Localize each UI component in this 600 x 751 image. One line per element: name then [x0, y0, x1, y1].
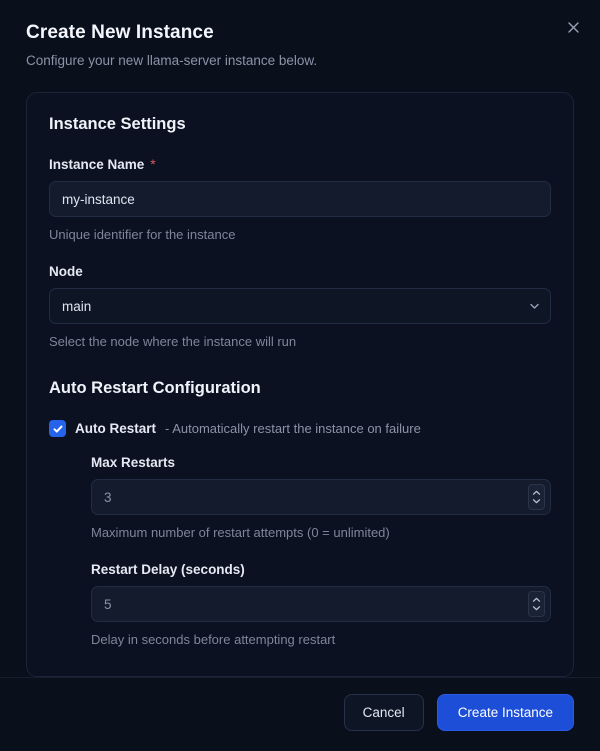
help-node: Select the node where the instance will run	[49, 334, 297, 349]
dialog-subtitle: Configure your new llama-server instance below.	[26, 53, 318, 68]
dialog-body	[26, 92, 574, 677]
label-max-restarts	[91, 455, 551, 470]
max-restarts-input[interactable]	[91, 479, 551, 515]
max-restarts-stepper[interactable]	[528, 484, 545, 510]
page-title: Create New Instance	[26, 22, 214, 43]
help-max-restarts: Maximum number of restart attempts (0 = unlimited)	[91, 525, 390, 540]
label-node-text: Node	[49, 264, 83, 279]
settings-card	[26, 92, 574, 677]
close-icon	[566, 20, 581, 35]
instance-name-input[interactable]	[49, 181, 551, 217]
dialog-footer	[0, 677, 600, 751]
help-instance-name: Unique identifier for the instance	[49, 227, 236, 242]
label-restart-delay	[91, 562, 551, 577]
help-restart-delay: Delay in seconds before attempting restart	[91, 632, 336, 647]
restart-delay-wrap	[91, 586, 551, 622]
dialog-header	[0, 0, 600, 68]
field-max-restarts	[91, 455, 551, 540]
section-title-instance-settings: Instance Settings	[49, 115, 186, 133]
label-node	[49, 264, 551, 279]
auto-restart-label: Auto Restart	[75, 421, 157, 436]
check-icon	[52, 423, 64, 435]
node-select-wrap	[49, 288, 551, 324]
field-instance-name	[49, 156, 551, 242]
auto-restart-row	[49, 420, 551, 437]
cancel-button[interactable]: Cancel	[344, 694, 424, 731]
create-instance-button[interactable]: Create Instance	[437, 694, 574, 731]
label-instance-name	[49, 156, 551, 172]
close-button[interactable]	[562, 16, 584, 38]
section-title-auto-restart: Auto Restart Configuration	[49, 379, 261, 397]
field-node	[49, 264, 551, 349]
label-max-restarts-text: Max Restarts	[91, 455, 176, 470]
node-select[interactable]	[49, 288, 551, 324]
auto-restart-options	[91, 455, 551, 647]
required-asterisk: *	[150, 156, 156, 172]
max-restarts-wrap	[91, 479, 551, 515]
label-restart-delay-text: Restart Delay (seconds)	[91, 562, 245, 577]
chevron-down-icon	[532, 498, 541, 504]
auto-restart-hint: - Automatically restart the instance on failure	[165, 421, 421, 436]
field-restart-delay	[91, 562, 551, 647]
chevron-up-icon	[532, 597, 541, 603]
auto-restart-checkbox[interactable]	[49, 420, 66, 437]
restart-delay-stepper[interactable]	[528, 591, 545, 617]
restart-delay-input[interactable]	[91, 586, 551, 622]
chevron-up-icon	[532, 490, 541, 496]
chevron-down-icon	[532, 605, 541, 611]
label-instance-name-text: Instance Name	[49, 156, 145, 172]
